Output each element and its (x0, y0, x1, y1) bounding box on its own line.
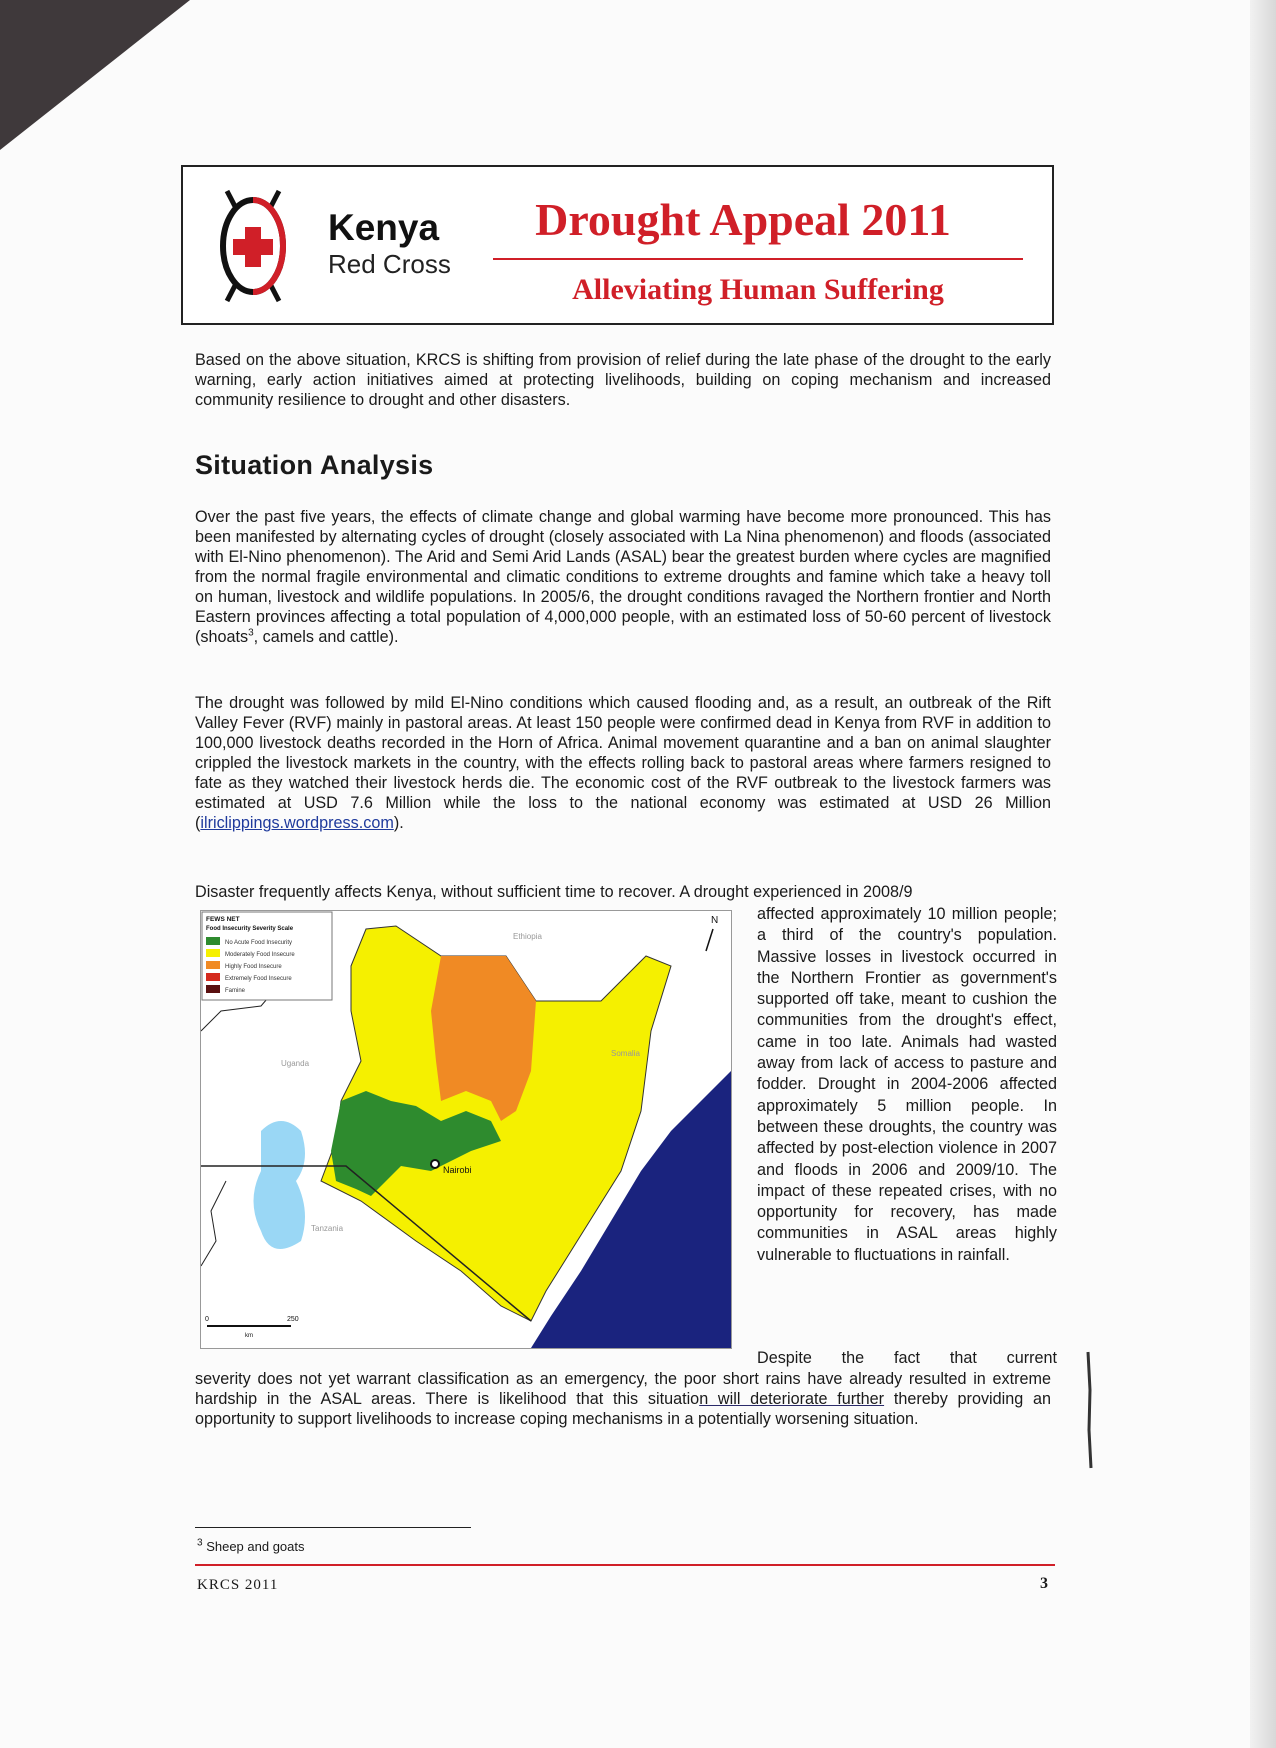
p3-side: affected approximately 10 million people; a third of the country's population. Massive losses in livestock occurred in the Northern Frontier as government's supported off take, meant to cushion the communities from the drought's effect, came in too late. Animals had wasted away from lack of access to pasture and fodder. Drought in 2004-2006 affected approximately 5 million people. In between these droughts, the country was affected by post-election violence in 2007 and floods in 2006 and 2009/10. The impact of these repeated crises, with no opportunity for recovery, has made communities in ASAL areas highly vulnerable to fluctuations in rainfall. (757, 905, 1057, 1264)
legend-swatch (206, 985, 220, 993)
paragraph-2 (195, 693, 1051, 833)
legend-swatch (206, 949, 220, 957)
legend-label: Moderately Food Insecure (225, 952, 295, 958)
title-divider (493, 258, 1023, 260)
handwritten-underline: n will deteriorate further (699, 1390, 885, 1408)
legend-label: Extremely Food Insecure (225, 976, 292, 982)
footnote-divider (195, 1527, 471, 1528)
org-subname: Red Cross (328, 249, 451, 279)
paragraph-1-text (195, 507, 1051, 647)
appeal-title: Drought Appeal 2011 (535, 194, 951, 245)
region-highly-insecure (431, 956, 536, 1121)
legend-title: FEWS NET (206, 916, 240, 923)
red-cross-shield-logo-icon (205, 185, 301, 307)
p2-main: The drought was followed by mild El-Nino conditions which caused flooding and, as a result, an outbreak of the Rift Valley Fever (RVF) mainly in pastoral areas. At least 150 people were confirmed dead in Kenya from RVF in addition to 100,000 livestock deaths recorded in the Horn of Africa. Animal movement quarantine and a ban on animal slaughter crippled the livestock markets in the country, with the effects rolling back to pastoral areas where farmers resigned to fate as they watched their livestock herds die. The economic cost of the RVF outbreak to the livestock farmers was estimated at USD 7.6 Million while the loss to the national economy was estimated at USD 26 Million ( (195, 694, 1051, 832)
p3-lead: Disaster frequently affects Kenya, without sufficient time to recover. A drought experienced in 2008/9 (195, 883, 913, 901)
nairobi-marker (431, 1160, 439, 1168)
legend-swatch (206, 961, 220, 969)
legend-swatch (206, 937, 220, 945)
footer-divider (195, 1564, 1055, 1566)
ethiopia-label: Ethiopia (513, 932, 542, 941)
nairobi-label: Nairobi (443, 1165, 472, 1175)
footnote-number: 3 (197, 1537, 203, 1549)
paragraph-2-text (195, 693, 1051, 833)
p1-main: Over the past five years, the effects of climate change and global warming have become more pronounced. This has been manifested by alternating cycles of drought (closely associated with La Nina phenomenon) and floods (associated with El-Nino phenomenon). The Arid and Semi Arid Lands (ASAL) bear the greatest burden where cycles are magnified from the normal fragile environmental and climatic conditions to extreme droughts and famine which take a heavy toll on human, livestock and wildlife populations. In 2005/6, the drought conditions ravaged the Northern frontier and North Eastern provinces affecting a total population of 4,000,000 people, with an estimated loss of 50-60 percent of livestock (shoats (195, 508, 1051, 646)
margin-pen-mark (1085, 1350, 1095, 1470)
scan-page-edge (1250, 0, 1276, 1748)
p3-side-2-block (757, 1348, 1057, 1368)
page-number: 3 (1040, 1575, 1048, 1592)
kenya-map-graphic (201, 911, 731, 1348)
p3-continued (195, 1369, 1051, 1429)
map-legend (202, 912, 332, 1000)
legend-subtitle: Food Insecurity Severity Scale (206, 926, 294, 932)
footnote (197, 1539, 305, 1554)
legend-label: Highly Food Insecure (225, 964, 282, 970)
north-arrow-label: N (711, 915, 719, 926)
p1-tail: , camels and cattle). (253, 628, 399, 646)
somalia-label: Somalia (611, 1049, 640, 1058)
intro-paragraph (195, 350, 1051, 410)
legend-label: Famine (225, 988, 246, 994)
section-heading: Situation Analysis (195, 450, 434, 480)
scale-unit-label: km (245, 1333, 253, 1339)
lake-victoria (254, 1121, 306, 1249)
scale-label: 250 (287, 1316, 299, 1323)
food-insecurity-map (200, 910, 732, 1349)
paragraph-1 (195, 507, 1051, 647)
footer-org: KRCS 2011 (197, 1577, 279, 1593)
footnote-ref: 3 (248, 627, 254, 639)
footnote-text: Sheep and goats (206, 1539, 305, 1554)
intro-text: Based on the above situation, KRCS is shifting from provision of relief during the late phase of the drought to the early warning, early action initiatives aimed at protecting livelihoods, building on coping mechanism and increased community resilience to drought and other disasters. (195, 351, 1051, 409)
source-link[interactable]: ilriclippings.wordpress.com (200, 814, 394, 832)
p3-side-2: Despite the fact that current (757, 1349, 1057, 1367)
p3-continued-b: thereby providing an opportunity to support livelihoods to increase coping mechanisms in a potentially worsening situation. (195, 1390, 1051, 1428)
legend-swatch (206, 973, 220, 981)
map-side-column (757, 904, 1057, 1266)
tanzania-label: Tanzania (311, 1224, 344, 1233)
scale-zero-label: 0 (205, 1316, 209, 1323)
org-name: Kenya (328, 207, 440, 248)
paragraph-3-lead (195, 882, 1051, 902)
p2-tail: ). (393, 814, 404, 832)
p3-continued-a: severity does not yet warrant classification as an emergency, the poor short rains have already resulted in extreme hardship in the ASAL areas. There is likelihood that this situatio (195, 1370, 1051, 1408)
appeal-subtitle: Alleviating Human Suffering (572, 273, 944, 306)
uganda-label: Uganda (281, 1059, 310, 1068)
scan-corner-shadow (0, 0, 190, 150)
legend-label: No Acute Food Insecurity (225, 940, 293, 946)
header-banner (181, 165, 1054, 325)
paragraph-3-continued (195, 1369, 1051, 1429)
